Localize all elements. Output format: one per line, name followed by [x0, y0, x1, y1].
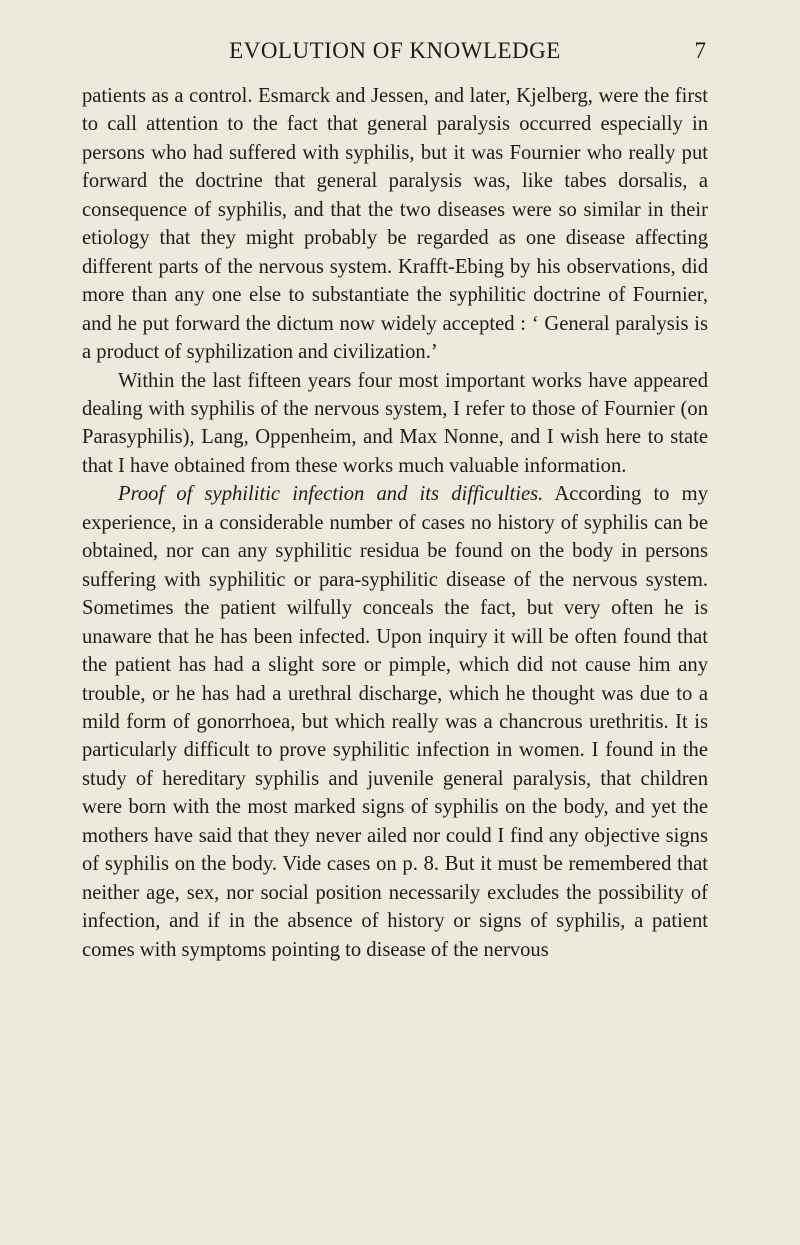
page-number: 7: [694, 38, 706, 63]
running-head-title: EVOLUTION OF KNOWLEDGE: [229, 38, 561, 63]
body-text: [82, 82, 708, 964]
paragraph-3-text: According to my experience, in a considerable number of cases no history of syphilis can be obtained, nor can any syphilitic residua be found on the body in persons suffering with syphilitic or para-syphilitic disease of the nervous system. Sometimes the patient wilfully conceals the fact, but very often he is unaware that he has been infected. Upon inquiry it will be often found that the patient has had a slight sore or pimple, which did not cause him any trouble, or he has had a urethral discharge, which he thought was due to a mild form of gonorrhoea, but which really was a chancrous urethritis. It is particularly difficult to prove syphilitic infection in women. I found in the study of hereditary syphilis and juvenile general paralysis, that children were born with the most marked signs of syphilis on the body, and yet the mothers have said that they never ailed nor could I find any objective signs of syphilis on the body. Vide cases on p. 8. But it must be remembered that neither age, sex, nor social position necessarily excludes the possibility of infection, and if in the absence of history or signs of syphilis, a patient comes with symptoms pointing to disease of the nervous: [82, 483, 708, 961]
paragraph-2: Within the last fifteen years four most important works have appeared dealing with syphilis of the nervous system, I refer to those of Fournier (on Parasyphilis), Lang, Oppenheim, and Max Nonne, and I wish here to state that I have obtained from these works much valuable information.: [82, 369, 708, 477]
running-head: [82, 36, 708, 70]
paragraph-1: patients as a control. Esmarck and Jessen, and later, Kjelberg, were the first to call attention to the fact that general paralysis occurred especially in persons who had suffered with syphilis, but it was Fournier who really put forward the doctrine that general paralysis was, like tabes dorsalis, a consequence of syphilis, and that the two diseases were so similar in their etiology that they might probably be regarded as one disease affecting different parts of the nervous system. Krafft-Ebing by his observations, did more than any one else to substantiate the syphilitic doctrine of Fournier, and he put forward the dictum now widely accepted : ‘ General paralysis is a product of syphilization and civilization.’: [82, 85, 708, 364]
paragraph-3: [82, 480, 708, 964]
paragraph-3-italic-lead: Proof of syphilitic infection and its difficulties.: [118, 483, 544, 506]
